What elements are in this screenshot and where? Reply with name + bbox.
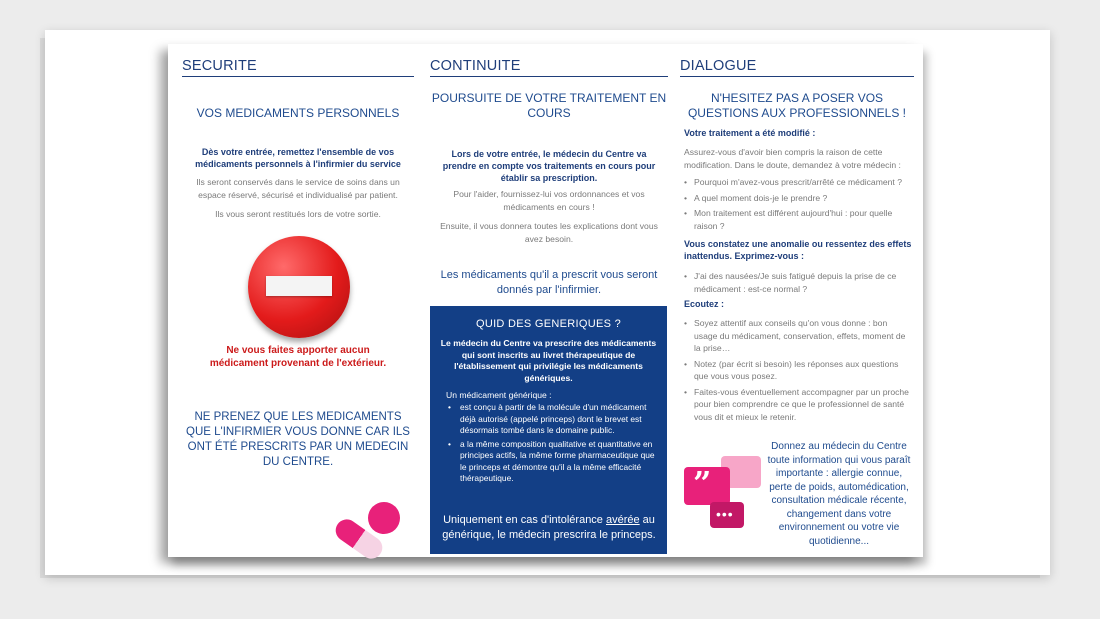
column-continuite	[430, 58, 668, 296]
bubble-dots-icon	[710, 502, 744, 528]
paragraph-return: Ils vous seront restitués lors de votre sortie.	[215, 209, 381, 219]
list-item: • Pourquoi m'avez-vous prescrit/arrêté ce médicament ?	[684, 176, 912, 189]
warning-text: Ne vous faites apporter aucun médicament provenant de l'extérieur.	[209, 345, 387, 369]
list-item: • Faites-vous éventuellement accompagner par un proche pour bien comprendre ce que le professionnel de santé vous dit et mieux le retenir.	[684, 386, 912, 424]
section-subhead: POURSUITE DE VOTRE TRAITEMENT EN COURS	[431, 91, 667, 120]
section-subhead: VOS MEDICAMENTS PERSONNELS	[196, 106, 400, 120]
paragraph-help: Pour l'aider, fournissez-lui vos ordonnances et vos médicaments en cours !	[453, 189, 645, 212]
prescribed-notice: Les médicaments qu'il a prescrit vous seront donnés par l'infirmier.	[440, 269, 658, 296]
box-bold-text: Le médecin du Centre va prescrire des médicaments qui sont inscrits au livret thérapeutique de l'établissement qui privilégie les médicaments génériques.	[440, 338, 657, 383]
column-title: CONTINUITE	[430, 58, 668, 77]
dots-glyph: •••	[716, 506, 734, 522]
list-item: • Mon traitement est différent aujourd'hui : pour quelle raison ?	[684, 207, 912, 232]
list-item: • a la même composition qualitative et quantitative en principes actifs, la même forme pharmaceutique que le princeps et démontre qu'il a la même efficacité thérapeutique.	[444, 439, 662, 485]
list-item: • Notez (par écrit si besoin) les réponses aux questions que vous vous posez.	[684, 358, 912, 383]
list-item: • J'ai des nausées/Je suis fatigué depuis la prise de ce médicament : est-ce normal ?	[684, 270, 912, 295]
final-advice: Donnez au médecin du Centre toute information qui vous paraît importante : allergie connue, perte de poids, automédication, consultation médicale récente, changement dans votre environnement ou votre vie quotidienne...	[767, 441, 911, 547]
paragraph-understand: Assurez-vous d'avoir bien compris la raison de cette modification. Dans le doute, demandez à votre médecin :	[684, 147, 901, 170]
generics-box	[430, 306, 667, 554]
paragraph-explain: Ensuite, il vous donnera toutes les explications dont vous avez besoin.	[440, 221, 658, 244]
pill-icon	[368, 502, 400, 534]
list-item: • Soyez attentif aux conseils qu'on vous donne : bon usage du médicament, conservation, effets, moment de la prise…	[684, 317, 912, 355]
footer-underlined: avérée	[605, 514, 640, 526]
leaflet-sheet	[168, 44, 923, 557]
no-entry-icon	[248, 236, 350, 338]
bubble-quote-icon	[684, 464, 730, 505]
list-item: • A quel moment dois-je le prendre ?	[684, 192, 912, 205]
section-subhead: N'HESITEZ PAS A POSER VOS QUESTIONS AUX PROFESSIONNELS !	[687, 91, 907, 120]
column-title: SECURITE	[182, 58, 414, 77]
box-footer	[436, 513, 662, 543]
list-item: • est conçu à partir de la molécule d'un médicament déjà autorisé (appelé princeps) dont le brevet est désormais tombé dans le domaine public.	[444, 402, 662, 437]
label-anomaly: Vous constatez une anomalie ou ressentez des effets inattendus. Exprimez-vous :	[684, 239, 912, 261]
column-title: DIALOGUE	[680, 58, 914, 77]
column-dialogue	[680, 58, 914, 547]
intro-bold-text: Lors de votre entrée, le médecin du Centre va prendre en compte vos traitements en cours pour établir sa prescription.	[442, 149, 656, 183]
anomaly-list	[684, 270, 912, 298]
column-securite	[182, 58, 414, 468]
listen-list	[684, 317, 912, 426]
footer-text-end: au générique, le médecin prescrira le princeps.	[442, 514, 656, 541]
intro-bold-text: Dès votre entrée, remettez l'ensemble de vos médicaments personnels à l'infirmier du service	[195, 147, 401, 169]
footer-text-start: Uniquement en cas d'intolérance	[443, 514, 606, 526]
caps-notice: NE PRENEZ QUE LES MEDICAMENTS QUE L'INFIRMIER VOUS DONNE CAR ILS ONT ÉTÉ PRESCRITS PAR UN MEDECIN DU CENTRE.	[186, 411, 410, 468]
paragraph-storage: Ils seront conservés dans le service de soins dans un espace réservé, sécurisé et individualisé par patient.	[196, 177, 400, 200]
no-entry-bar	[266, 276, 332, 296]
quote-glyph: ”	[693, 464, 712, 502]
box-list	[444, 402, 662, 487]
label-modified: Votre traitement a été modifié :	[684, 128, 816, 138]
box-intro: Un médicament générique :	[446, 390, 552, 400]
box-title: QUID DES GENERIQUES ?	[475, 318, 622, 330]
label-listen: Ecoutez :	[684, 299, 725, 309]
question-list	[684, 176, 912, 235]
